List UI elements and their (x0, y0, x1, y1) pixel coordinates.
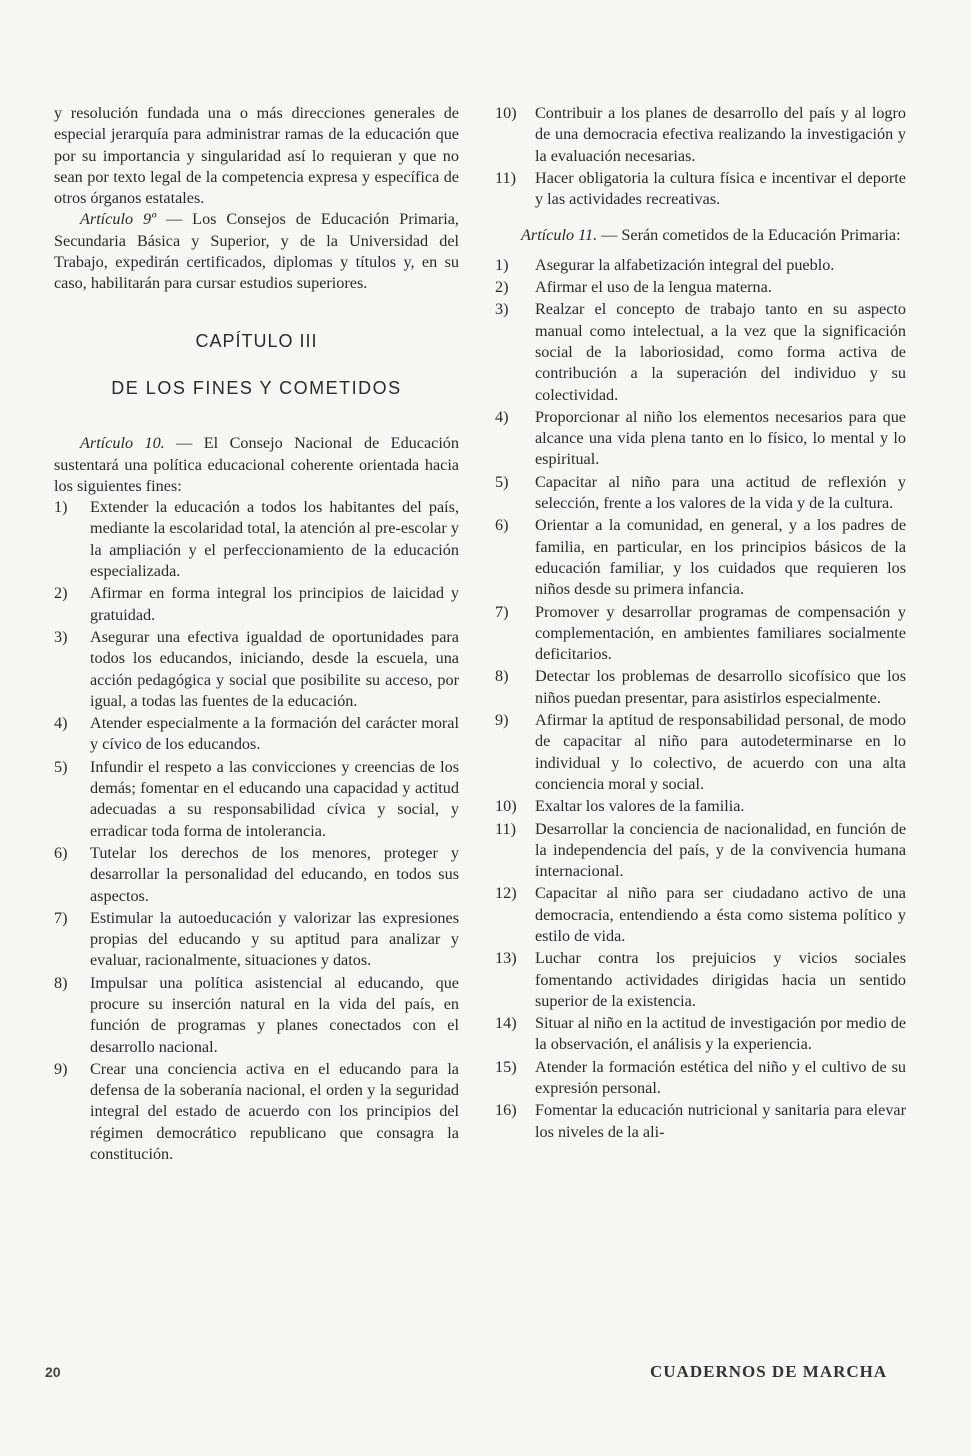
chapter-subtitle: DE LOS FINES Y COMETIDOS (111, 377, 402, 398)
article-10-list (54, 497, 459, 1165)
list-item-number: 14) (495, 1014, 517, 1033)
list-item (495, 407, 906, 471)
list-item-number: 9) (54, 1059, 68, 1078)
article-11-text: — Serán cometidos de la Educación Primaria: (597, 226, 901, 245)
list-item-number: 15) (495, 1057, 517, 1076)
list-item (495, 819, 906, 883)
list-item (54, 627, 459, 712)
list-item (54, 713, 459, 756)
list-item-number: 16) (495, 1101, 517, 1120)
article-10 (54, 433, 459, 497)
list-item-text: Tutelar los derechos de los menores, proteger y desarrollar la personalidad del educando, en todos sus aspectos. (90, 843, 459, 905)
list-item-text: Estimular la autoeducación y valorizar las expresiones propias del educando y su aptitud para analizar y evaluar, racionalmente, situaciones y datos. (90, 908, 459, 970)
list-item-text: Proporcionar al niño los elementos necesarios para que alcance una vida plena tanto en lo físico, lo mental y lo espiritual. (535, 407, 906, 469)
list-item-text: Infundir el respeto a las convicciones y creencias de los demás; fomentar en el educando una capacidad y actitud adecuadas a su responsabilidad cívica y social, y erradicar toda forma de intolerancia. (90, 757, 459, 840)
list-item-number: 1) (54, 498, 68, 517)
list-item-text: Promover y desarrollar programas de compensación y complementación, en ambientes familiares socialmente deficitarios. (535, 602, 906, 664)
list-item (495, 883, 906, 947)
list-item (495, 103, 906, 167)
list-item-number: 8) (54, 973, 68, 992)
list-item-text: Hacer obligatoria la cultura física e incentivar el deporte y las actividades recreativas. (535, 168, 906, 209)
list-item (54, 908, 459, 972)
article-11-heading: Artículo 11. (521, 226, 598, 245)
article-11-list (495, 255, 906, 1143)
list-item (495, 472, 906, 515)
publication-name: CUADERNOS DE MARCHA (650, 1362, 888, 1381)
list-item-text: Atender la formación estética del niño y el cultivo de su expresión personal. (535, 1057, 906, 1098)
list-item-number: 7) (495, 602, 509, 621)
list-item-text: Situar al niño en la actitud de investigación por medio de la observación, el análisis y la experiencia. (535, 1014, 906, 1054)
right-column (495, 103, 906, 1144)
list-item (495, 1100, 906, 1143)
list-item-text: Capacitar al niño para una actitud de reflexión y selección, frente a los valores de la vida y de la cultura. (535, 472, 906, 513)
list-item (495, 299, 906, 405)
list-item (495, 1013, 906, 1056)
list-item (54, 1059, 459, 1165)
list-item-text: Exaltar los valores de la familia. (535, 797, 745, 816)
list-item-number: 8) (495, 667, 509, 686)
list-item-number: 10) (495, 797, 517, 816)
list-item-number: 13) (495, 949, 517, 968)
article-11 (495, 225, 906, 246)
article-9-text: — Los Consejos de Educación Primaria, Secundaria Básica y Superior, y de la Universidad del Trabajo, expedirán certificados, diplomas y títulos y, en su caso, habilitarán para cursar estudios superiores. (54, 210, 459, 293)
list-item-number: 12) (495, 884, 517, 903)
list-item (495, 666, 906, 709)
list-item-number: 3) (495, 300, 509, 319)
list-item-text: Atender especialmente a la formación del carácter moral y cívico de los educandos. (90, 714, 459, 754)
list-item (54, 497, 459, 582)
list-item-text: Realzar el concepto de trabajo tanto en su aspecto manual como intelectual, a la vez que la significación social de la laboriosidad, como forma activa de contribución a la superación del individuo y su colectividad. (535, 300, 906, 404)
article-10-list-continued (495, 103, 906, 210)
page-number: 20 (45, 1364, 61, 1380)
list-item-number: 10) (495, 104, 517, 122)
list-item-text: Capacitar al niño para ser ciudadano activo de una democracia, entendiendo a ésta como sistema político y estilo de vida. (535, 884, 906, 945)
list-item (495, 948, 906, 1012)
list-item-number: 7) (54, 908, 68, 927)
list-item (495, 710, 906, 795)
list-item-text: Afirmar la aptitud de responsabilidad personal, de modo de capacitar al niño para autodeterminarse en lo individual y lo colectivo, de acuerdo con una alta conciencia moral y social. (535, 711, 906, 793)
list-item (54, 843, 459, 907)
list-item-number: 4) (495, 407, 509, 426)
list-item-number: 6) (54, 843, 68, 862)
list-item-number: 9) (495, 711, 509, 730)
list-item-text: Extender la educación a todos los habitantes del país, mediante la escolaridad total, la atención al pre-escolar y la ampliación y el perfeccionamiento de la educación especializada. (90, 498, 459, 581)
list-item (495, 168, 906, 211)
list-item-text: Asegurar una efectiva igualdad de oportunidades para todos los educandos, iniciando, desde la escuela, una acción pedagógica y social que posibilite su acceso, por igual, a todas las fuentes de la educación. (90, 627, 459, 710)
list-item (495, 796, 906, 817)
list-item (495, 1057, 906, 1100)
list-item (495, 277, 906, 298)
article-10-heading: Artículo 10. (80, 434, 165, 453)
list-item-number: 3) (54, 627, 68, 646)
list-item-text: Afirmar el uso de la lengua materna. (535, 278, 772, 297)
list-item-text: Asegurar la alfabetización integral del pueblo. (535, 255, 835, 274)
list-item-number: 11) (495, 819, 516, 838)
list-item (54, 757, 459, 842)
list-item-number: 5) (495, 472, 509, 491)
article-9 (54, 209, 459, 294)
list-item-text: Impulsar una política asistencial al educando, que procure su inserción natural en la vida del país, en función de programas y planes conectados con el desarrollo nacional. (90, 973, 459, 1056)
list-item-text: Detectar los problemas de desarrollo sicofísico que los niños puedan presentar, para asistirlos especialmente. (535, 667, 906, 707)
list-item-number: 6) (495, 516, 509, 535)
list-item (495, 255, 906, 276)
chapter-title: CAPÍTULO III (195, 330, 318, 351)
list-item (54, 583, 459, 626)
list-item-number: 2) (495, 278, 509, 297)
list-item-text: Orientar a la comunidad, en general, y a los padres de familia, en particular, en los principios básicos de la educación familiar, y los cuidados que requieren los niños desde su primera infancia. (535, 516, 906, 599)
list-item-number: 5) (54, 757, 68, 776)
list-item-number: 1) (495, 255, 509, 274)
list-item (495, 515, 906, 600)
list-item-text: Luchar contra los prejuicios y vicios sociales fomentando actividades dirigidas hacia un sentido superior de la existencia. (535, 949, 906, 1010)
list-item-number: 11) (495, 168, 516, 187)
left-column (54, 103, 459, 1166)
list-item (54, 973, 459, 1058)
list-item-text: Crear una conciencia activa en el educando para la defensa de la soberanía nacional, el orden y la seguridad integral del estado de acuerdo con los principios del régimen democrático republicano que consagra la constitución. (90, 1059, 459, 1164)
list-item-text: Afirmar en forma integral los principios de laicidad y gratuidad. (90, 584, 459, 624)
list-item-number: 2) (54, 584, 68, 603)
list-item-text: Contribuir a los planes de desarrollo del país y al logro de una democracia efectiva realizando la investigación y la evaluación necesarias. (535, 104, 906, 165)
list-item (495, 602, 906, 666)
article-10-text: — El Consejo Nacional de Educación sustentará una política educacional coherente orientada hacia los siguientes fines: (54, 434, 459, 495)
list-item-text: Desarrollar la conciencia de nacionalidad, en función de la independencia del país, y de la convivencia humana internacional. (535, 819, 906, 881)
article-9-heading: Artículo 9º (80, 210, 157, 229)
list-item-text: Fomentar la educación nutricional y sanitaria para elevar los niveles de la ali- (535, 1101, 906, 1141)
list-item-number: 4) (54, 714, 68, 733)
intro-paragraph: y resolución fundada una o más direcciones generales de especial jerarquía para administrar ramas de la educación que por su importancia y singularidad así lo requieran y que no sean por texto legal de la competencia expresa y específica de otros órganos estatales. (54, 104, 459, 208)
